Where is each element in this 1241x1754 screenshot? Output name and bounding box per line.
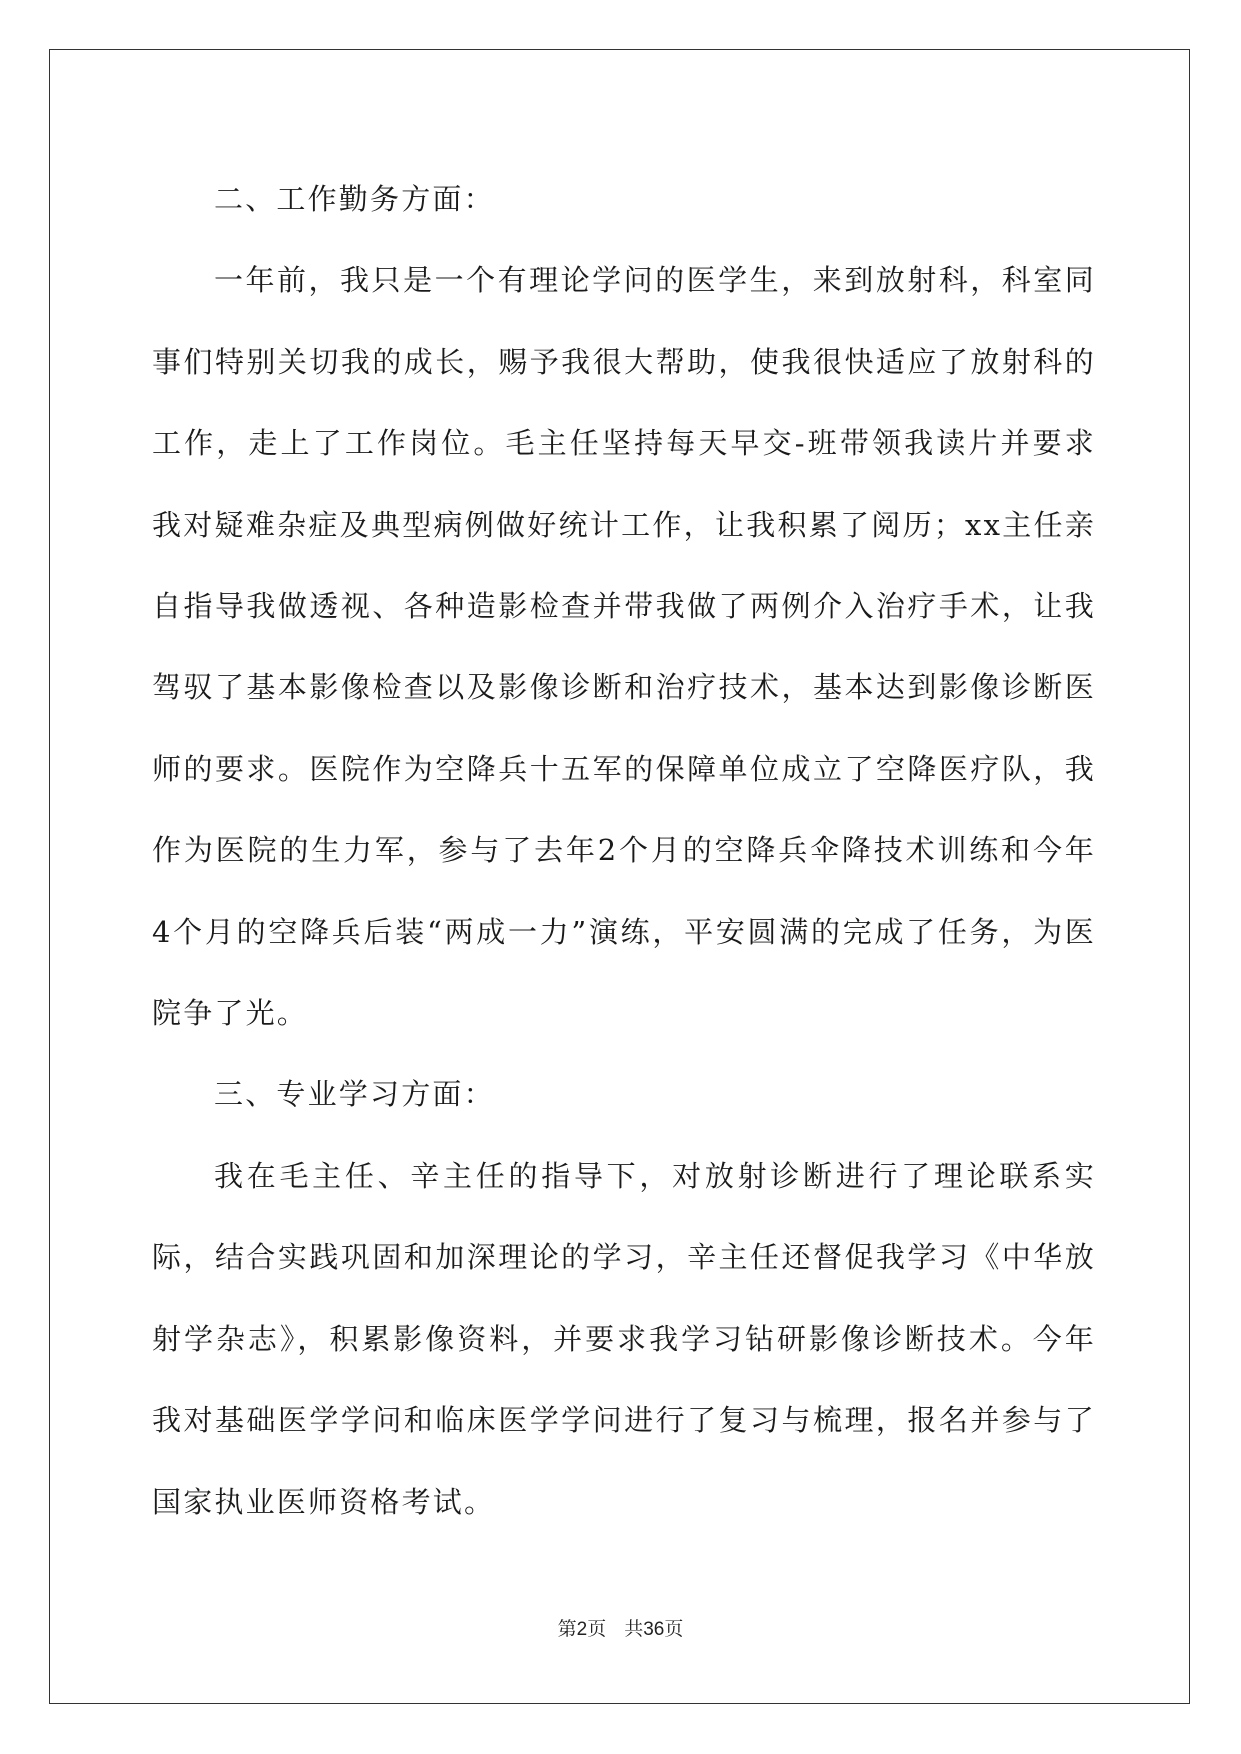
page-footer [0,1614,1241,1641]
total-prefix: 共 [624,1618,644,1640]
page-suffix: 页 [587,1618,607,1640]
document-body [152,159,1096,1543]
page-prefix: 第 [557,1618,577,1640]
section-paragraph-work: 一年前，我只是一个有理论学问的医学生，来到放射科，科室同事们特别关切我的成长，赐予我很大帮助，使我很快适应了放射科的工作，走上了工作岗位。毛主任坚持每天早交-班带领我读片并要求我对疑难杂症及典型病例做好统计工作，让我积累了阅历；xx主任亲自指导我做透视、各种造影检查并带我做了两例介入治疗手术，让我驾驭了基本影像检查以及影像诊断和治疗技术，基本达到影像诊断医师的要求。医院作为空降兵十五军的保障单位成立了空降医疗队，我作为医院的生力军，参与了去年2个月的空降兵伞降技术训练和今年4个月的空降兵后装“两成一力”演练，平安圆满的完成了任务，为医院争了光。 [152,263,1096,1031]
section-paragraph-study: 我在毛主任、辛主任的指导下，对放射诊断进行了理论联系实际，结合实践巩固和加深理论的学习，辛主任还督促我学习《中华放射学杂志》，积累影像资料，并要求我学习钻研影像诊断技术。今年我对基础医学学问和临床医学学问进行了复习与梳理，报名并参与了国家执业医师资格考试。 [152,1158,1096,1519]
section-heading-work: 二、工作勤务方面： [214,182,495,216]
page-number: 2 [576,1619,588,1640]
total-suffix: 页 [664,1618,684,1640]
section-heading-study: 三、专业学习方面： [214,1077,495,1112]
total-pages: 36 [643,1619,665,1640]
